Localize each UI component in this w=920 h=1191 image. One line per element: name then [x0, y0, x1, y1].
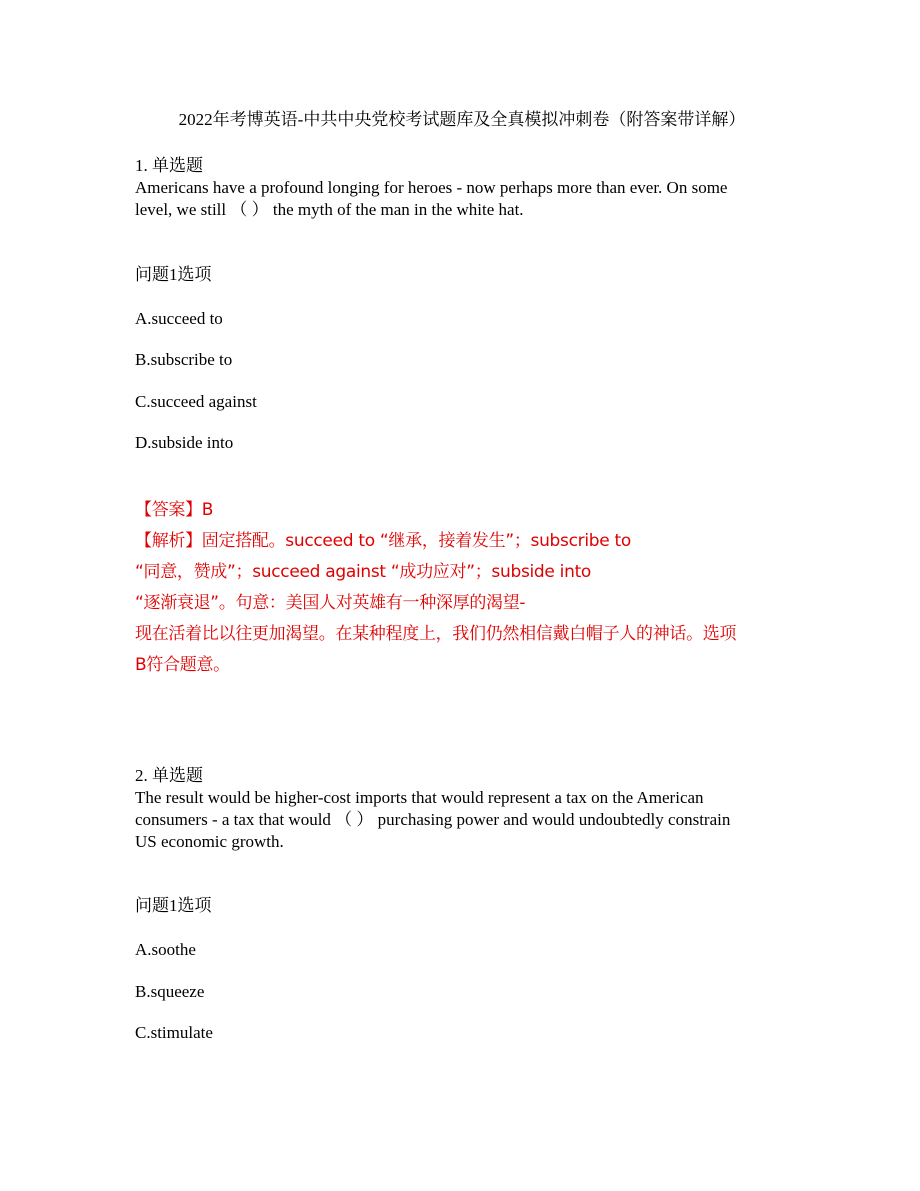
explanation-line-1: 【解析】固定搭配。succeed to “继承，接着发生”；subscribe to	[135, 531, 631, 551]
question-2-option-a: A.soothe	[135, 940, 196, 959]
question-1-option-a: A.succeed to	[135, 309, 223, 328]
question-2-option-c: C.stimulate	[135, 1023, 213, 1042]
question-2-option-group-label: 问题1选项	[135, 896, 212, 915]
explanation-line-5: B符合题意。	[135, 655, 230, 675]
answer-line: 【答案】B	[135, 500, 214, 520]
question-1-option-b: B.subscribe to	[135, 350, 233, 369]
question-2-stem-line-1: The result would be higher-cost imports that would represent a tax on the American	[135, 788, 704, 807]
question-1-option-c: C.succeed against	[135, 392, 257, 411]
explanation-line-4: 现在活着比以往更加渴望。在某种程度上，我们仍然相信戴白帽子人的神话。选项	[135, 624, 737, 644]
document-title: 2022年考博英语-中共中央党校考试题库及全真模拟冲刺卷（附答案带详解）	[178, 110, 746, 129]
question-2-stem-line-2: consumers - a tax that would （ ） purchasing power and would undoubtedly constrain	[135, 810, 731, 829]
explanation-line-2: “同意，赞成”；succeed against “成功应对”；subside into	[135, 562, 592, 582]
question-2-option-b: B.squeeze	[135, 982, 205, 1001]
question-1-option-d: D.subside into	[135, 433, 234, 452]
question-2-header: 2. 单选题	[135, 766, 203, 785]
question-1-stem-line-2: level, we still （ ） the myth of the man in the white hat.	[135, 200, 524, 219]
question-1-stem-line-1: Americans have a profound longing for heroes - now perhaps more than ever. On some	[135, 178, 728, 197]
question-1	[135, 155, 795, 221]
question-1-header: 1. 单选题	[135, 156, 203, 175]
question-1-answer	[135, 495, 795, 681]
question-2-stem-line-3: US economic growth.	[135, 832, 284, 851]
question-1-option-group-label: 问题1选项	[135, 265, 212, 284]
question-2	[135, 765, 795, 853]
explanation-line-3: “逐渐衰退”。句意：美国人对英雄有一种深厚的渴望-	[135, 593, 526, 613]
